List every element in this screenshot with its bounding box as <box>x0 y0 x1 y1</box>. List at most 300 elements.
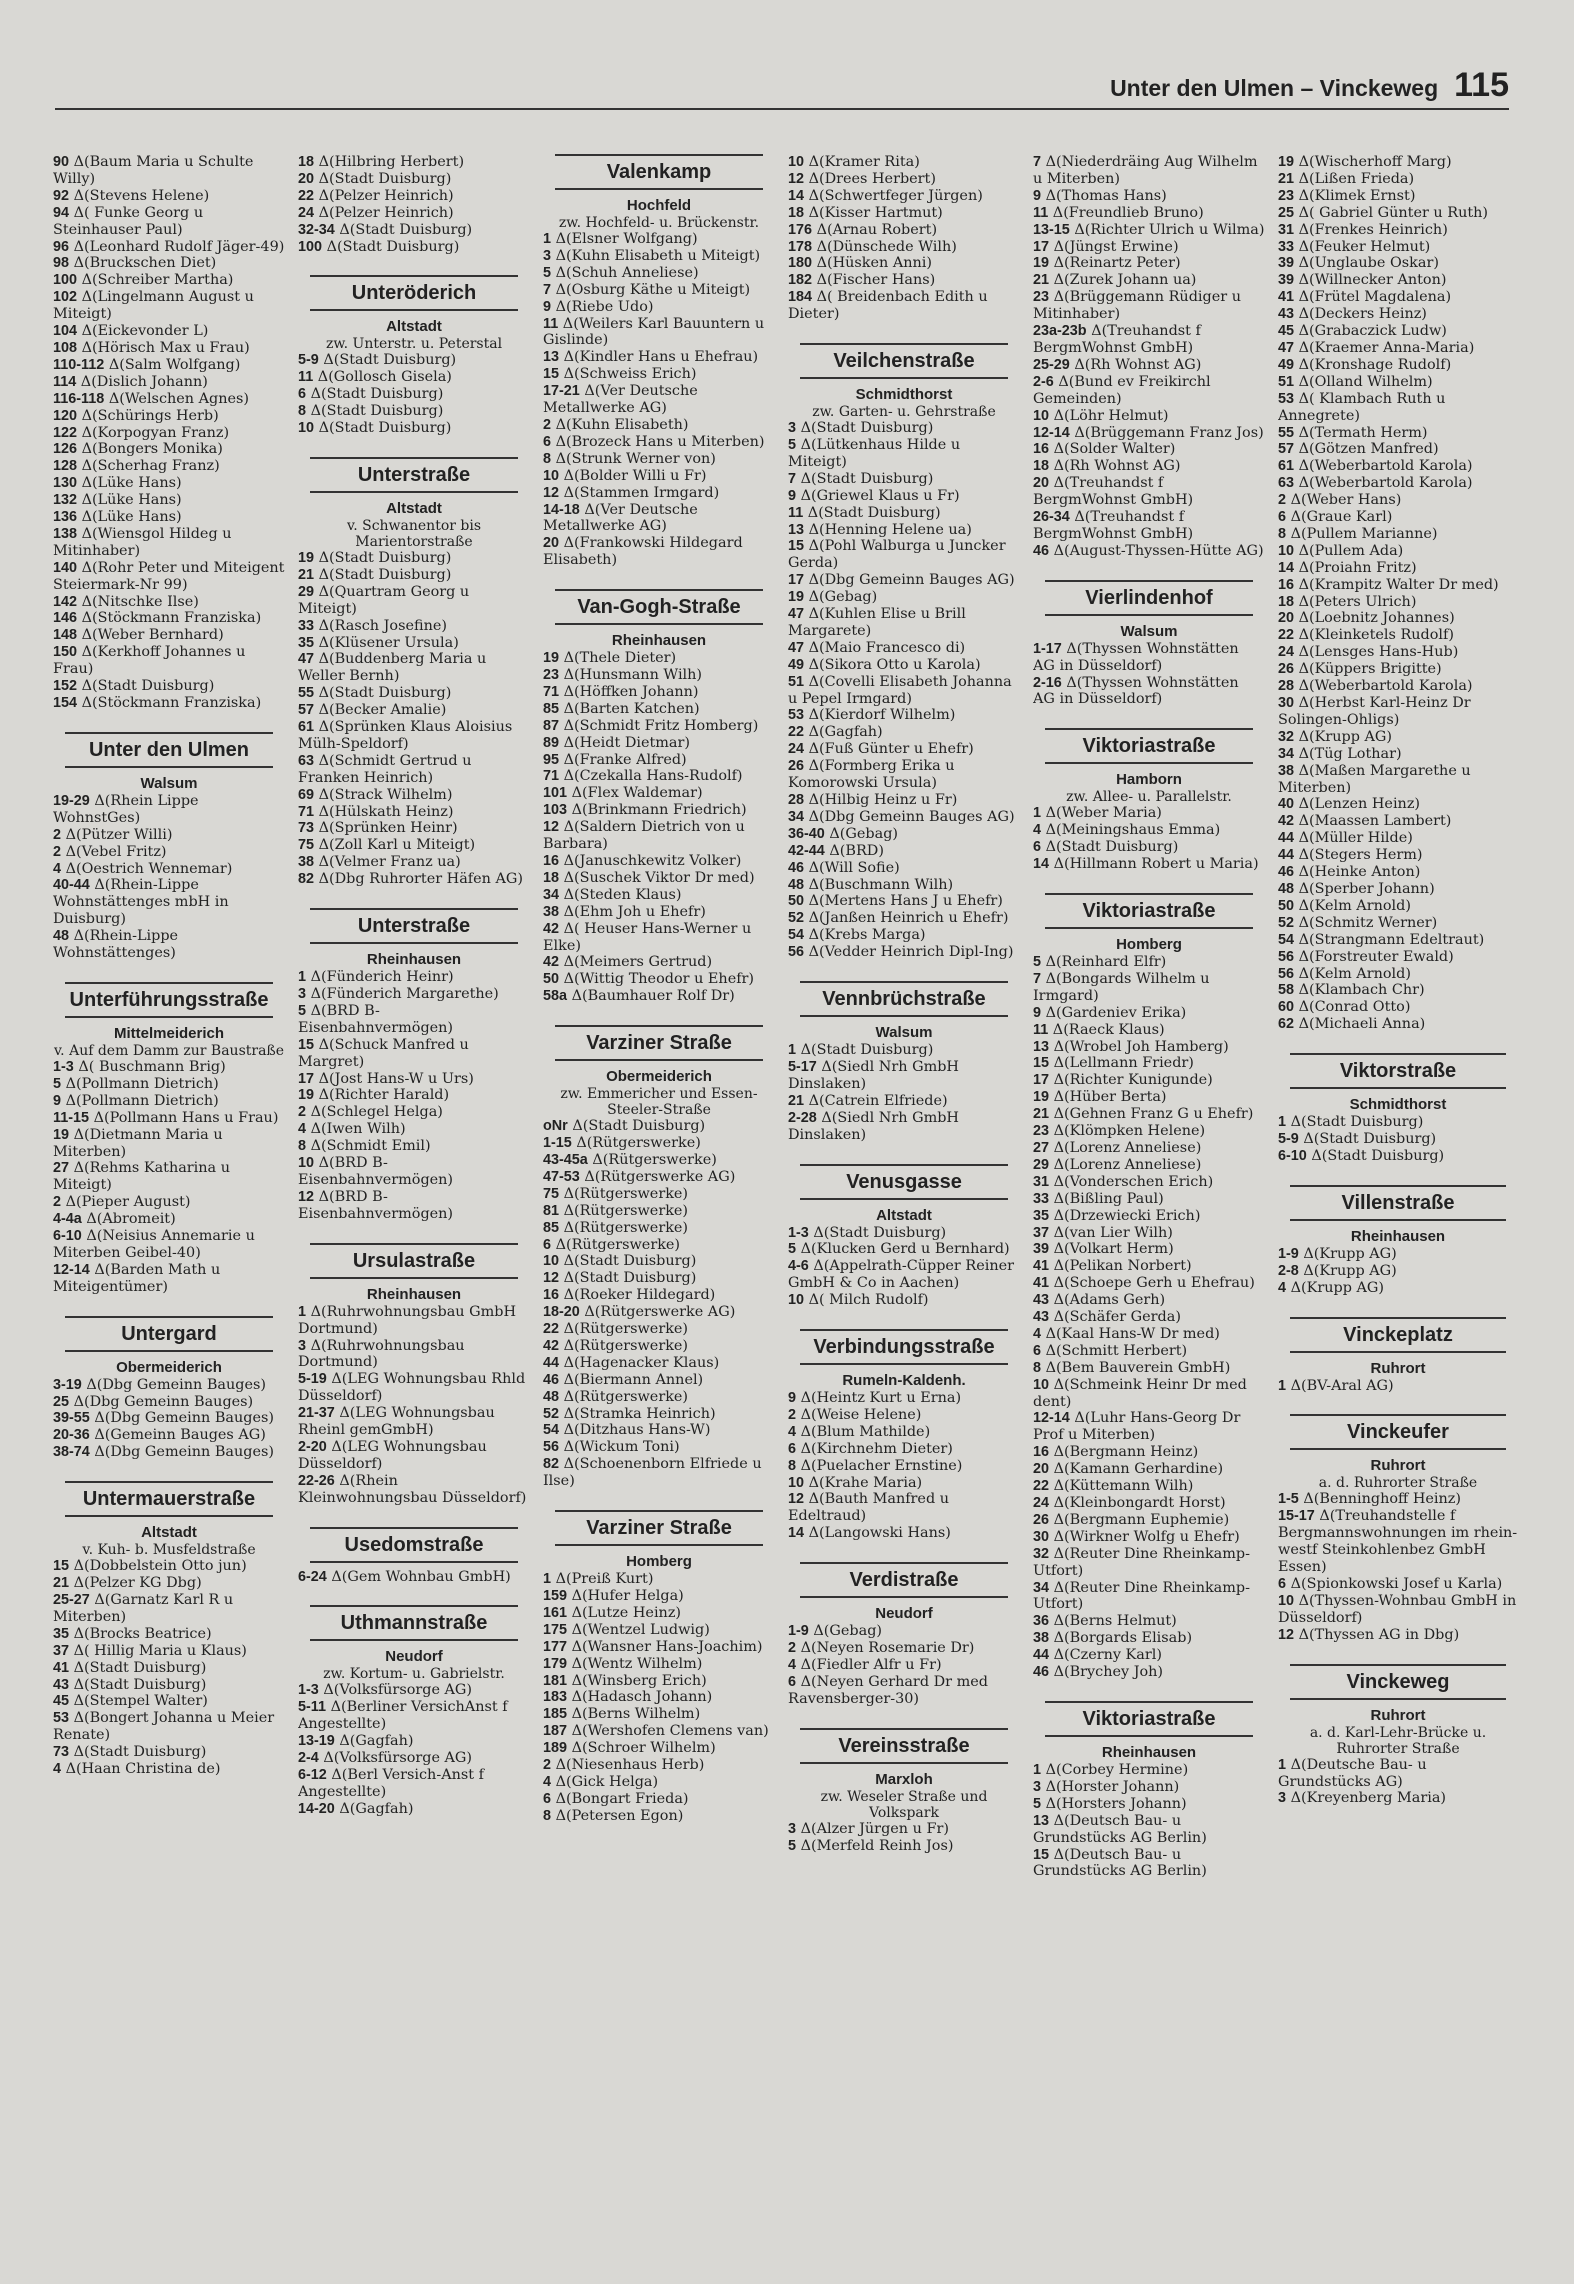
house-number: 11-15 <box>53 1109 90 1126</box>
owner-name: Δ(Rütgerswerke) <box>563 1219 689 1236</box>
owner-name: Δ(Thomas Hans) <box>1045 187 1167 204</box>
street-heading <box>1278 1664 1518 1757</box>
house-number: 85 <box>543 700 560 717</box>
address-entry <box>298 1767 530 1801</box>
owner-name: Δ(Küppers Brigitte) <box>1298 661 1442 678</box>
house-number: 41 <box>1033 1275 1050 1292</box>
address-entry <box>788 222 1020 239</box>
address-entry <box>543 1253 775 1270</box>
street-name: Vierlindenhof <box>1045 580 1253 616</box>
house-number: 35 <box>1033 1207 1050 1224</box>
district-name: Altstadt <box>141 1524 197 1542</box>
owner-name: Δ(Gollosch Gisela) <box>317 369 452 386</box>
house-number: 26-34 <box>1033 509 1070 526</box>
house-number: 46 <box>1033 1664 1050 1681</box>
owner-name: Δ(Bergmann Euphemie) <box>1053 1511 1230 1528</box>
owner-name: Δ(Krebs Marga) <box>808 927 926 944</box>
owner-name: Δ(Krupp AG) <box>1298 728 1392 745</box>
house-number: 1-15 <box>543 1135 572 1152</box>
owner-name: Δ(Dbg Gemeinn Bauges) <box>86 1376 266 1393</box>
address-entry <box>543 1588 775 1605</box>
owner-name: Δ(Gardeniev Erika) <box>1045 1004 1187 1021</box>
address-entry <box>1278 374 1518 391</box>
address-entry <box>298 1104 530 1121</box>
address-entry <box>1033 1275 1265 1292</box>
address-entry <box>543 366 775 383</box>
owner-name: Δ(Rh Wohnst AG) <box>1074 356 1202 373</box>
address-entry <box>1033 1664 1265 1681</box>
street-heading <box>53 1481 285 1558</box>
owner-name: Δ(Schlegel Helga) <box>310 1104 443 1121</box>
street-heading <box>788 1329 1020 1390</box>
house-number: 176 <box>788 221 813 238</box>
house-number: 54 <box>788 927 805 944</box>
house-number: 61 <box>298 719 315 736</box>
address-entry <box>543 282 775 299</box>
owner-name: Δ(Stevens Helene) <box>73 187 210 204</box>
house-number: 16 <box>543 853 560 869</box>
address-entry <box>1278 1246 1518 1263</box>
house-number: 38 <box>543 903 560 920</box>
house-number: 11 <box>298 369 314 386</box>
house-number: 4-6 <box>788 1258 809 1275</box>
street-group <box>1033 580 1265 709</box>
house-number: 20 <box>543 535 560 552</box>
address-entry <box>1033 1630 1265 1647</box>
house-number: 13-19 <box>298 1733 335 1750</box>
house-number: 21-37 <box>298 1405 335 1422</box>
house-number: 10 <box>298 420 315 437</box>
house-number: 24 <box>1278 644 1295 661</box>
address-entry <box>1033 509 1265 543</box>
address-entry <box>298 1003 530 1037</box>
house-number: 3 <box>788 420 797 437</box>
owner-name: Δ(Rütgerswerke AG) <box>584 1304 736 1321</box>
street-heading <box>1033 1701 1265 1762</box>
street-group <box>788 343 1020 961</box>
house-number: 21 <box>53 1575 70 1592</box>
owner-name: Δ(Lensges Hans-Hub) <box>1298 644 1459 661</box>
house-number: 4 <box>1278 1279 1287 1296</box>
house-number: 1-9 <box>788 1623 809 1640</box>
owner-name: Δ(Hüsken Anni) <box>816 255 933 272</box>
address-entry <box>543 768 775 785</box>
house-number: 132 <box>53 492 78 509</box>
house-number: 2 <box>543 1757 552 1774</box>
district-name: Rheinhausen <box>366 1285 462 1303</box>
owner-name: Δ(Frankowski Hildegard Elisabeth) <box>543 535 743 569</box>
owner-name: Δ(Buddenberg Maria u Weller Bernh) <box>298 651 487 685</box>
street-name: Usedomstraße <box>310 1527 518 1563</box>
street-name: Verdistraße <box>800 1562 1008 1598</box>
house-number: 47 <box>298 651 315 668</box>
address-entry <box>1033 1546 1265 1580</box>
house-number: 44 <box>1278 830 1295 847</box>
street-group <box>543 589 775 1005</box>
house-number: 5 <box>788 436 797 453</box>
owner-name: Δ(Weber Hans) <box>1290 492 1402 509</box>
owner-name: Δ(Brinkmann Friedrich) <box>571 802 747 819</box>
owner-name: Δ(Krupp AG) <box>1303 1245 1397 1262</box>
address-entry <box>1033 1613 1265 1630</box>
address-entry <box>1033 839 1265 856</box>
house-number: 82 <box>298 871 315 888</box>
owner-name: Δ(Schmidt Gertrud u Franken Heinrich) <box>298 752 472 786</box>
address-entry <box>788 1623 1020 1640</box>
address-entry <box>1033 1360 1265 1377</box>
address-entry <box>298 618 530 635</box>
house-number: 63 <box>298 752 315 769</box>
house-number: 103 <box>543 802 568 819</box>
district-name: Ruhrort <box>1370 1457 1426 1475</box>
house-number: 14-20 <box>298 1800 335 1817</box>
owner-name: Δ( Buschmann Brig) <box>78 1058 226 1075</box>
address-entry <box>543 1422 775 1439</box>
house-number: 12 <box>1278 1626 1295 1643</box>
owner-name: Δ(Suschek Viktor Dr med) <box>563 869 755 886</box>
owner-name: Δ(Bongart Frieda) <box>555 1790 689 1807</box>
address-entry <box>53 1093 285 1110</box>
address-entry <box>53 255 285 272</box>
house-number: 15 <box>53 1558 70 1575</box>
owner-name: Δ(Barden Math u Miteigentümer) <box>53 1261 221 1295</box>
address-entry <box>788 758 1020 792</box>
house-number: 4 <box>53 860 62 877</box>
address-entry <box>1278 982 1518 999</box>
house-number: 98 <box>53 255 70 272</box>
address-entry <box>1278 543 1518 560</box>
address-entry <box>1278 577 1518 594</box>
house-number: 19 <box>788 589 805 606</box>
house-number: 18 <box>1033 458 1050 475</box>
house-number: 43 <box>1033 1292 1050 1309</box>
house-number: 183 <box>543 1689 568 1706</box>
house-number: 29 <box>1033 1156 1050 1173</box>
street-name: Untermauerstraße <box>65 1481 273 1517</box>
owner-name: Δ(Strangmann Edeltraut) <box>1298 931 1485 948</box>
owner-name: Δ(Korpogyan Franz) <box>81 424 230 441</box>
address-entry <box>53 627 285 644</box>
street-heading <box>1033 893 1265 954</box>
owner-name: Δ(Schwertfeger Jürgen) <box>808 187 983 204</box>
house-number: oNr <box>543 1118 568 1135</box>
address-entry <box>543 1406 775 1423</box>
house-number: 39 <box>1033 1241 1050 1258</box>
house-number: 7 <box>543 281 552 298</box>
district-name: Schmidthorst <box>855 386 953 404</box>
address-entry <box>543 248 775 265</box>
street-heading <box>1278 1185 1518 1246</box>
house-number: 22 <box>298 187 315 204</box>
street-group <box>1033 154 1265 560</box>
house-number: 8 <box>543 450 552 467</box>
owner-name: Δ(van Lier Wilh) <box>1053 1224 1173 1241</box>
owner-name: Δ(Stadt Duisburg) <box>813 1224 947 1241</box>
house-number: 14-18 <box>543 501 580 518</box>
house-number: 55 <box>1278 424 1295 441</box>
owner-name: Δ(Thyssen Wohnstätten AG in Düsseldorf) <box>1033 640 1239 674</box>
street-heading <box>543 1510 775 1571</box>
house-number: 87 <box>543 717 560 734</box>
house-number: 23 <box>543 667 560 684</box>
address-entry <box>788 877 1020 894</box>
house-number: 62 <box>1278 1016 1295 1033</box>
owner-name: Δ(Rhein-Lippe Wohnstättenges) <box>53 928 179 962</box>
house-number: 36 <box>1033 1613 1050 1630</box>
house-number: 10 <box>788 1292 805 1309</box>
owner-name: Δ(Zoll Karl u Miteigt) <box>318 837 476 854</box>
street-name: Ursulastraße <box>310 1243 518 1279</box>
address-entry <box>298 986 530 1003</box>
address-entry <box>1278 661 1518 678</box>
house-number: 75 <box>543 1185 560 1202</box>
owner-name: Δ(Schoepe Gerh u Ehefrau) <box>1053 1275 1255 1292</box>
owner-name: Δ(LEG Wohnungsbau Düsseldorf) <box>298 1438 487 1472</box>
address-entry <box>53 154 285 188</box>
owner-name: Δ(Bem Bauverein GmbH) <box>1045 1359 1231 1376</box>
address-entry <box>1278 949 1518 966</box>
house-number: 184 <box>788 289 813 306</box>
street-name: Verbindungsstraße <box>800 1329 1008 1365</box>
owner-name: Δ(Graue Karl) <box>1290 509 1393 526</box>
house-number: 8 <box>298 403 307 420</box>
house-number: 2 <box>53 826 62 843</box>
address-entry <box>53 1710 285 1744</box>
owner-name: Δ(Adams Gerh) <box>1053 1292 1166 1309</box>
house-number: 19 <box>543 650 560 667</box>
house-number: 9 <box>1033 187 1042 204</box>
address-entry <box>1033 154 1265 188</box>
address-entry <box>298 820 530 837</box>
street-heading <box>1033 728 1265 805</box>
house-number: 16 <box>1278 576 1295 593</box>
address-entry <box>788 188 1020 205</box>
address-entry <box>1033 1157 1265 1174</box>
street-heading <box>298 457 530 550</box>
district-name: Walsum <box>875 1024 933 1042</box>
owner-name: Δ(Roeker Hildegard) <box>563 1287 716 1304</box>
owner-name: Δ(Wershofen Clemens van) <box>571 1723 769 1740</box>
owner-name: Δ(Bergmann Heinz) <box>1053 1444 1199 1461</box>
house-number: 61 <box>1278 458 1295 475</box>
address-entry <box>1278 1016 1518 1033</box>
address-entry <box>543 434 775 451</box>
address-entry <box>788 657 1020 674</box>
owner-name: Δ(Kuhn Elisabeth) <box>555 416 689 433</box>
address-entry <box>298 188 530 205</box>
address-entry <box>543 1456 775 1490</box>
address-entry <box>1278 357 1518 374</box>
address-entry <box>1033 1140 1265 1157</box>
address-entry <box>1278 966 1518 983</box>
house-number: 33 <box>1033 1190 1050 1207</box>
owner-name: Δ(Strunk Werner von) <box>555 450 716 467</box>
owner-name: Δ(August-Thyssen-Hütte AG) <box>1053 542 1264 559</box>
house-number: 22 <box>788 724 805 741</box>
owner-name: Δ(Fiedler Alfr u Fr) <box>800 1657 942 1673</box>
owner-name: Δ(Rütgerswerke AG) <box>584 1168 736 1185</box>
house-number: 152 <box>53 678 78 695</box>
house-number: 15 <box>543 366 560 383</box>
address-entry <box>543 1186 775 1203</box>
street-group <box>1033 1701 1265 1880</box>
owner-name: Δ(Januschkewitz Volker) <box>563 853 742 869</box>
address-entry <box>543 1622 775 1639</box>
address-entry <box>543 1808 775 1825</box>
owner-name: Δ( Funke Georg u Steinhauser Paul) <box>53 204 204 238</box>
house-number: 14 <box>1033 856 1050 873</box>
owner-name: Δ(BRD B-Eisenbahnvermögen) <box>298 1155 454 1188</box>
address-entry <box>543 535 775 569</box>
house-number: 35 <box>298 634 315 651</box>
house-number: 48 <box>53 928 70 945</box>
house-number: 3 <box>788 1820 797 1837</box>
address-entry <box>1278 154 1518 171</box>
address-entry <box>1278 1508 1518 1576</box>
street-name: Unteröderich <box>310 275 518 311</box>
owner-name: Δ(Pohl Walburga u Juncker Gerda) <box>788 538 1006 572</box>
address-entry <box>53 1410 285 1427</box>
address-entry <box>1278 1790 1518 1807</box>
address-entry <box>298 420 530 437</box>
column-6 <box>1278 150 1518 2270</box>
owner-name: Δ(Klucken Gerd u Bernhard) <box>800 1241 1010 1258</box>
house-number: 12 <box>543 484 560 501</box>
owner-name: Δ(Rütgerswerke) <box>563 1337 689 1354</box>
house-number: 5 <box>788 1241 797 1258</box>
district-name: Walsum <box>140 774 198 792</box>
house-number: 3 <box>298 1337 307 1354</box>
house-number: 2-4 <box>298 1750 319 1767</box>
owner-name: Δ(Stadt Duisburg) <box>572 1118 706 1135</box>
house-number: 104 <box>53 323 78 340</box>
owner-name: Δ(Stadt Duisburg) <box>73 1744 207 1761</box>
district-name: Walsum <box>1120 622 1178 640</box>
owner-name: Δ(Berliner VersichAnst f Angestellte) <box>298 1699 508 1733</box>
address-entry <box>53 1228 285 1262</box>
house-number: 11 <box>1033 204 1049 221</box>
house-number: 1-9 <box>1278 1245 1299 1262</box>
house-number: 1 <box>1278 1756 1287 1773</box>
house-number: 15 <box>1033 1846 1050 1863</box>
street-group <box>298 1527 530 1586</box>
address-entry <box>543 667 775 684</box>
owner-name: Δ(Rütgerswerke) <box>576 1135 701 1152</box>
house-number: 4 <box>1033 822 1042 839</box>
address-entry <box>788 606 1020 640</box>
address-entry <box>1278 830 1518 847</box>
owner-name: Δ(Richter Kunigunde) <box>1053 1072 1213 1089</box>
owner-name: Δ(Kamann Gerhardine) <box>1053 1461 1224 1478</box>
owner-name: Δ(Deutsch Bau- u Grundstücks AG Berlin) <box>1033 1846 1207 1880</box>
owner-name: Δ( Milch Rudolf) <box>808 1292 929 1309</box>
street-bounds: zw. Unterstr. u. Peterstal <box>325 336 503 353</box>
owner-name: Δ(Proiahn Fritz) <box>1298 559 1417 576</box>
house-number: 110-112 <box>53 356 105 373</box>
address-entry <box>1033 1225 1265 1242</box>
owner-name: Δ(Stadt Duisburg) <box>1045 839 1179 856</box>
house-number: 6 <box>1033 1342 1042 1359</box>
address-entry <box>788 927 1020 944</box>
street-group <box>1278 1185 1518 1297</box>
owner-name: Δ(Pieper August) <box>65 1194 191 1211</box>
owner-name: Δ(Treuhandst f BergmWohnst GmbH) <box>1033 475 1194 509</box>
house-number: 13-15 <box>1033 221 1070 238</box>
house-number: 53 <box>788 707 805 724</box>
address-entry <box>53 441 285 458</box>
address-entry <box>788 522 1020 539</box>
address-entry <box>543 1220 775 1237</box>
address-entry <box>1278 222 1518 239</box>
district-name: Neudorf <box>875 1605 933 1623</box>
owner-name: Δ(Schroer Wilhelm) <box>571 1740 716 1757</box>
address-entry <box>1033 323 1265 357</box>
owner-name: Δ(Siedl Nrh GmbH Dinslaken) <box>788 1109 959 1143</box>
address-entry <box>53 678 285 695</box>
house-number: 2 <box>1278 492 1287 509</box>
house-number: 4 <box>1033 1325 1042 1342</box>
district-name: Ruhrort <box>1370 1706 1426 1724</box>
owner-name: Δ(Vedder Heinrich Dipl-Ing) <box>808 944 1014 961</box>
address-entry <box>1033 1089 1265 1106</box>
address-entry <box>788 674 1020 708</box>
address-entry <box>788 809 1020 826</box>
owner-name: Δ(Hilbring Herbert) <box>318 154 465 170</box>
owner-name: Δ(Corbey Hermine) <box>1045 1761 1189 1778</box>
house-number: 128 <box>53 458 78 475</box>
owner-name: Δ(Klambach Chr) <box>1298 982 1425 999</box>
house-number: 48 <box>1278 880 1295 897</box>
street-name: Veilchenstraße <box>800 343 1008 379</box>
address-entry <box>53 594 285 611</box>
house-number: 7 <box>1033 970 1042 987</box>
house-number: 22 <box>1278 627 1295 644</box>
address-entry <box>298 239 530 256</box>
address-entry <box>298 1138 530 1155</box>
street-group <box>298 908 530 1223</box>
owner-name: Δ(Unglaube Oskar) <box>1298 255 1439 272</box>
owner-name: Δ(Volksfürsorge AG) <box>323 1750 473 1767</box>
owner-name: Δ(Stadt Duisburg) <box>318 566 452 583</box>
address-entry <box>543 1355 775 1372</box>
house-number: 43 <box>53 1676 70 1693</box>
owner-name: Δ(Kleinbongardt Horst) <box>1053 1495 1226 1511</box>
owner-name: Δ(Dbg Gemeinn Bauges) <box>94 1444 274 1461</box>
owner-name: Δ(Dünschede Wilh) <box>816 238 957 255</box>
address-entry <box>543 1740 775 1757</box>
owner-name: Δ(Bauth Manfred u Edeltraud) <box>788 1491 950 1525</box>
house-number: 34 <box>1033 1579 1050 1596</box>
house-number: 20-36 <box>53 1427 90 1444</box>
address-entry <box>298 154 530 171</box>
house-number: 11 <box>788 504 804 521</box>
address-entry <box>788 741 1020 758</box>
house-number: 23a-23b <box>1033 323 1087 340</box>
house-number: 10 <box>1278 542 1295 559</box>
house-number: 5-9 <box>298 352 319 369</box>
address-entry <box>1033 675 1265 709</box>
owner-name: Δ(Schmeink Heinr Dr med dent) <box>1033 1376 1247 1410</box>
address-entry <box>1278 1280 1518 1297</box>
address-entry <box>53 1761 285 1778</box>
address-entry <box>298 1189 530 1223</box>
owner-name: Δ(Wirkner Wolfg u Ehefr) <box>1053 1528 1240 1545</box>
street-bounds: v. Schwanentor bis Marientorstraße <box>346 517 482 550</box>
house-number: 95 <box>543 751 560 768</box>
house-number: 50 <box>788 893 805 910</box>
address-entry <box>53 1643 285 1660</box>
street-heading <box>1278 1053 1518 1114</box>
